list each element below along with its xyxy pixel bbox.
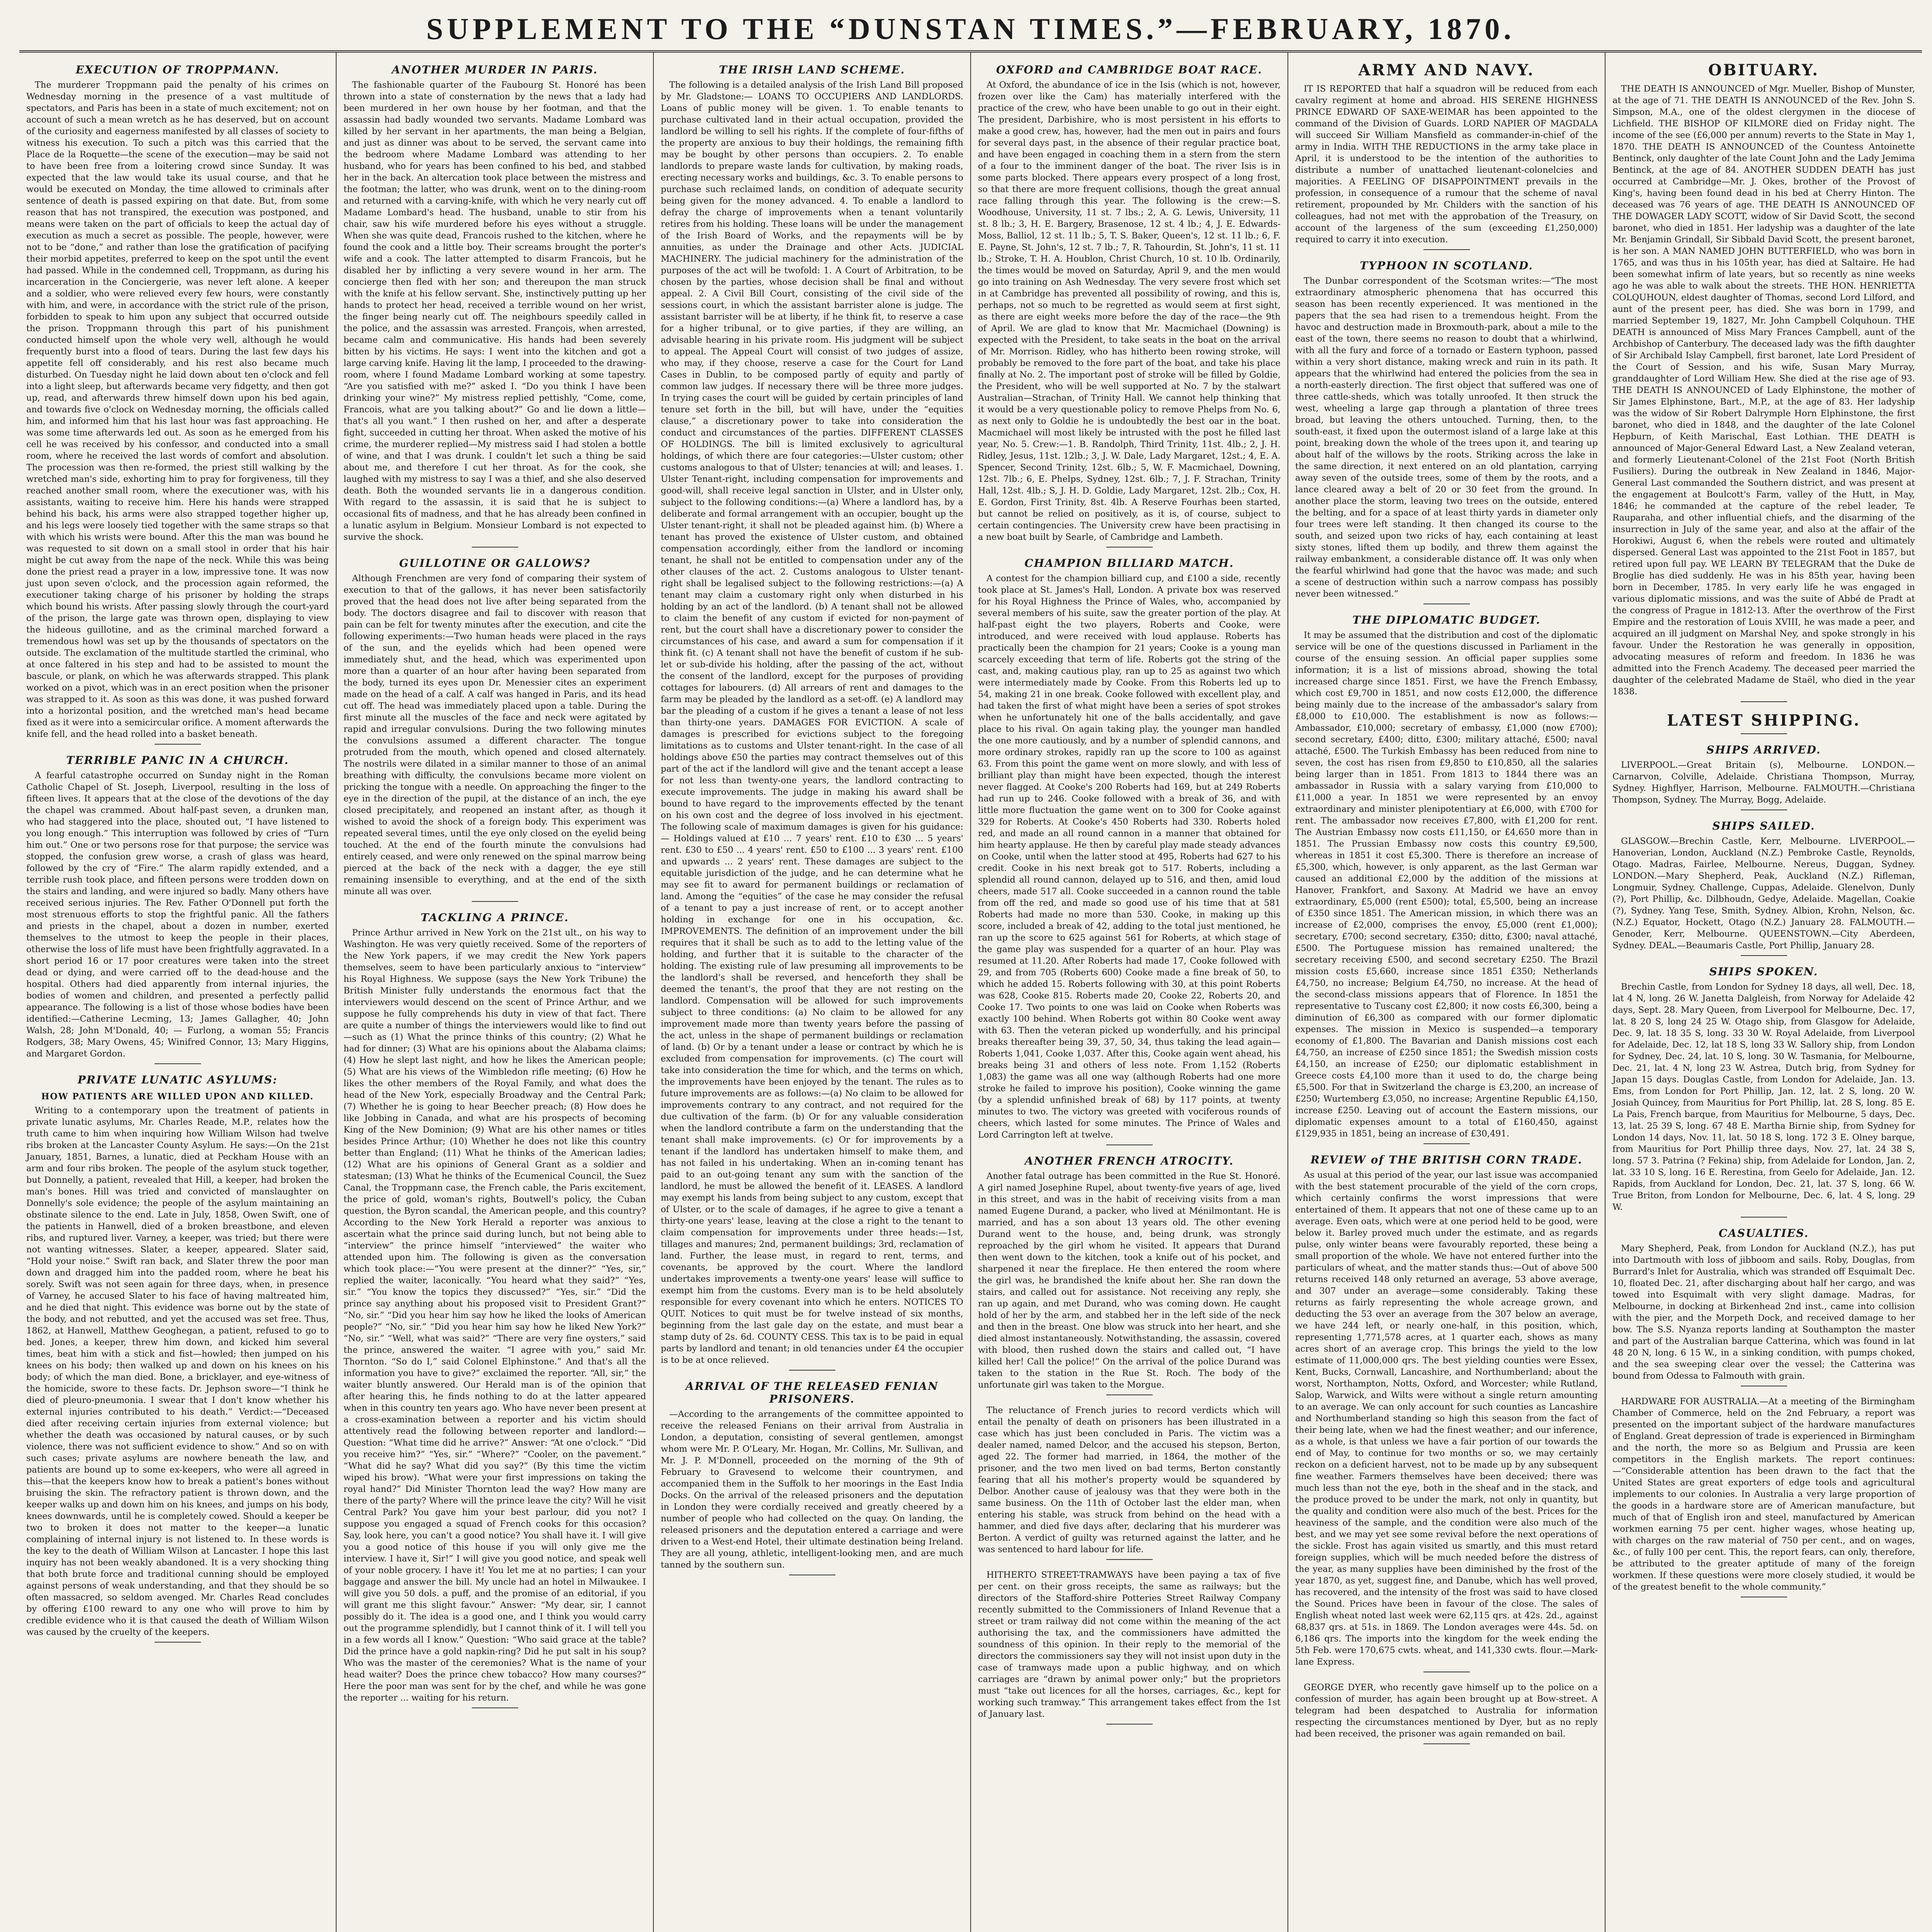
article [1295, 614, 1598, 1144]
article-divider [1423, 249, 1470, 250]
article-body: IT IS REPORTED that half a squadron will be reduced from each cavalry regiment at home and abroad. HIS SERENE HIGHNESS PRINCE EDWARD OF SAXE-WEIMAR has been appointed to the command of the Division of Guards. LORD NAPIER OF MAGDALA will succeed Sir William Mansfield as commander-in-chief of the army in India. WITH THE REDUCTIONS in the army take place in April, it is understood to be the intention of the authorities to distribute a number of unattached lieutenant-colonelcies and majorities. A FEELING OF DISAPPOINTMENT prevails in the profession, in consequence of a rumour that the scheme of naval retirement, propounded by Mr. Childers with the sanction of his colleagues, had not met with the approbation of the Treasury, on account of the largeness of the sum (exceeding £1,250,000) required to carry it into execution. [1295, 84, 1598, 245]
article-body: Brechin Castle, from London for Sydney 18 days, all well, Dec. 18, lat 4 N, long. 26 W. Janetta Dalgleish, from Norway for Adelaide 42 days, Sept. 28. Mary Queen, from Liverpool for Melbourne, Dec. 17, lat. 8 20 S, long 24 25 W. Otago ship, from Glasgow for Adelaide, Dec. 9, lat. 18 35 S, long. 33 30 W. Royal Adelaide, from Liverpool for Adelaide, Dec. 12, lat 18 S, long 33 W. Sallory ship, from London for Sydney, Dec. 24, lat. 10 S, long. 30 W. Tasmania, for Melbourne, Dec. 21, lat. 4 N, long 23 W. Astrea, Dutch brig, from Sydney for Japan 15 days. Douglas Castle, from London for Adelaide, Jan. 13. Ems, from London for Port Phillip, Jan. 12, lat. 2 S, long. 20 W. Josiah Quincey, from Mauritius for Port Phillip, lat. 28 S, long. 85 E. La Pais, French barque, from Mauritius for Melbourne, 5 days, Dec. 13, lat. 25 39 S, long. 67 48 E. Martha Birnie ship, from Sydney for London 14 days, Nov. 11, lat. 50 18 S, long. 172 3 E. Olney barque, from Mauritius for Port Phillip three days, Nov. 27, lat. 24 38 S, long. 57 3. Patrina (? Fekina) ship, from Adelaide for London, Jan. 2, lat. 33 10 S, long. 16 E. Rerestina, from Geelo for Adelaide, Jan. 12. Rapids, from Auckland for London, Dec. 21, lat. 37 S, long. 66 W. True Briton, from London for Melbourne, Dec. 6, lat. 4 S, long. 29 W. [1612, 982, 1915, 1212]
article [1295, 1153, 1598, 1672]
article-heading: SHIPS ARRIVED. [1706, 743, 1821, 756]
article-divider [1741, 733, 1787, 734]
article [1295, 1682, 1598, 1744]
article-body: A fearful catastrophe occurred on Sunday night in the Roman Catholic Chapel of St. Joseph, Liverpool, resulting in the loss of fifteen lives. It appears that at the close of the devotions of the day the chapel was crammed. About half-past seven, a drunken man, who had staggered into the place, shouted out, “I have listened to you long enough.” This interruption was followed by cries of “Turn him out.” One or two persons rose for that purpose; the service was stopped, the confusion grew worse, a crash of glass was heard, followed by the cry of “Fire.” The alarm rapidly extended, and a terrible rush took place, and fifteen persons were trodden down on the stairs and landing, and were injured so badly. Many others have received serious injuries. The Rev. Father O'Donnell put forth the most strenuous efforts to stop the frightful panic. All the fathers and priests in the chapel, about a dozen in number, exerted themselves to the utmost to keep the people in their places, otherwise the loss of life must have been frightfully aggravated. In a short period 16 or 17 poor creatures were taken into the street dead or dying, and were carried off to the dead-house and the hospital. Others had died apparently from internal injuries, the bodies of women and children, and presented a perfectly pallid appearance. The following is a list of those whose bodies have been identified:—Catherine Lecming, 13; James Gallagher, 40; John Walsh, 28; John M'Donald, 40; — Furlong, a woman 55; Francis Rodgers, 38; Mary Owens, 45; Winifred Connor, 13; Mary Higgins, and Margaret Gordon. [26, 770, 329, 1059]
article-body: As usual at this period of the year, our last issue was accompanied with the best statement procurable of the yield of the corn crops, which certainly confirms the worst impressions that were entertained of them. It appears that not one of these came up to an average. Even oats, which were at one period held to be good, were below it. Barley proved much under the estimate, and as regards pulse, only winter beans were favourably reported, these being a small proportion of the whole. We have not entered further into the particulars of wheat, and the matter stands thus:—Out of above 500 returns received 148 only returned an average, 53 above average, and 307 under an average—some considerably. Taking these returns as fairly representing the whole acreage grown, and deducting the 53 over an average from the 307 below an average, we have 244 left, or nearly one-half, in this position, which, representing 1,771,578 acres, at 1 quarter each, shows as many acres short of an average crop. This brings the yield to the low estimate of 11,000,000 qrs. The best yielding counties were Essex, Kent, Bucks, Cornwall, Lancashire, and Northumberland; about the worst, Northampton, Notts, Oxford, and Worcester; while Rutland, Salop, Warwick, and Wilts were without a single return amounting to an average. We can only account for such counties as Lancashire and Northumberland standing so high this season from the fact of their being late, when we had the finest weather; and our inference, as a whole, is that unless we have a fair portion of our towards the end of May, to continue for two months or so, we may certainly reckon on a deficient harvest, not to be made up by any subsequent fine weather. Farmers themselves have been deceived; there was much less than not the eye, both in the sheaf and in the stack, and the produce proved to be under the mark, not only in quantity, but the quality and condition were also much of the best. Prices for the heaviness of the sample, and the condition were also much of the best, and we may yet see some revival before the next operations of the sickle. Frost has again visited us smartly, and this must retard foreign supplies, which will be much needed before the distress of the year, as many supplies have been diminished by the frost of the year 1870, as yet, suggest fine, and Danube, which has well proved, has recovered, and the intensity of the frost was said to have closed the Sound. Prices have been in favour of the close. The sales of English wheat noted last week were 62,115 qrs. at 42s. 2d., against 68,837 qrs. at 51s. in 1869. The London averages were 44s. 5d. on 6,186 qrs. The imports into the kingdom for the week ending the 5th Feb. were 170,675 cwts. wheat, and 141,330 cwts. flour.—Mark-lane Express. [1295, 1170, 1598, 1667]
article-body: LIVERPOOL.—Great Britain (s), Melbourne. LONDON.—Carnarvon, Colville, Adelaide. Christiana Thompson, Murray, Sydney. Highflyer, Harrison, Melbourne. FALMOUTH.—Christiana Thompson, Sydney. The Murray, Bogg, Adelaide. [1612, 760, 1915, 805]
column-3 [654, 53, 971, 1932]
article-heading: CASUALTIES. [1718, 1227, 1809, 1240]
column-5 [1288, 53, 1605, 1932]
article [26, 754, 329, 1064]
article-heading: OBITUARY. [1708, 61, 1820, 79]
article-body: HARDWARE FOR AUSTRALIA.—At a meeting of the Birmingham Chamber of Commerce, held on the 2nd February, a report was presented on the important subject of the hardware manufactures of England. Great depression of trade is experienced in Birmingham and the north, the more so as Belgium and Prussia are keen competitors in the English markets. The report continues:—“Considerable attention has been drawn to the fact that the United States are great exporters of edge tools and agricultural implements to our colonies. In Australia a very large proportion of the goods in a hardware store are of American manufacture, but much of that of English iron and steel, manufactured by American workmen earning 75 per cent. higher wages, whose heating up, with charges on the raw material of 750 per cent., and on wages, &c., of fully 100 per cent. This, the report fears, can only, therefore, be attributed to the greater aptitude of many of the foreign workmen. If these questions were more closely studied, it would be of the greatest benefit to the whole community.” [1612, 1396, 1915, 1592]
article-heading: ARRIVAL OF THE RELEASED FENIAN PRISONERS. [685, 1380, 939, 1405]
article [978, 1569, 1281, 1725]
article-heading: OXFORD and CAMBRIDGE BOAT RACE. [996, 63, 1263, 76]
article-divider [155, 744, 201, 745]
article [978, 1405, 1281, 1560]
article-body: GEORGE DYER, who recently gave himself up to the police on a confession of murder, has again been brought up at Bow-street. A telegram had been despatched to Australia for information respecting the circumstances mentioned by Dyer, but as no reply had been received, the prisoner was again remanded on bail. [1295, 1682, 1598, 1739]
article-body: Prince Arthur arrived in New York on the 21st ult., on his way to Washington. He was very quietly received. Some of the reporters of the New York papers, if we may credit the New York papers themselves, seem to have been particularly anxious to “interview” his Royal Highness. We suppose (says the New York Tribune) the British Minister fully understands the enormous fact that the interviewers would descend on the scent of Prince Arthur, and we suppose he fully comprehends his duty in view of that fact. There are quite a number of things the interviewers would like to find out—such as (1) What the prince thinks of this country; (2) What he had for dinner; (3) What are his opinions about the Alabama claims; (4) How he slept last night, and how he likes the American people; (5) What are his views of the Wimbledon rifle meeting; (6) How he likes the other members of the Royal Family, and what does the head of the New York, especially Broadway and the Central Park; (7) Whether he is going to hear Beecher preach; (8) How does he like Jobbing in Canada, and what are his prospects of becoming King of the New Dominion; (9) What are his other names or titles besides Prince Arthur; (10) Whether he does not like this country better than England; (11) What he thinks of the American ladies; (12) What are his opinions of General Grant as a soldier and statesman; (13) What he thinks of the Ecumenical Council, the Suez Canal, the Troppmann case, the French cable, the Paris excitement, the price of gold, woman's rights, Boutwell's policy, the Cuban question, the Byron scandal, the American people, and this country? According to the New York Herald a reporter was anxious to ascertain what the prince said during lunch, but not being able to “interview” the prince himself “interviewed” the waiter who attended upon him. The following is given as the conversation which took place:—“You were present at the dinner?” “Yes, sir,” replied the waiter, laconically. “You heard what they said?” “Yes, sir.” “You know the topics they discussed?” “Yes, sir.” “Did the prince say anything about his proposed visit to President Grant?” “No, sir.” “Did you hear him say how he liked the looks of American people?” “No, sir.” “Did you hear him say how he liked New York?” “No, sir.” “Well, what was said?” “There are very fine oysters,” said the prince, answered the waiter. “I agree with you,” said Mr. Thornton. “So do I,” said Colonel Elphinstone.” And that's all the information you have to give?” exclaimed the reporter. “All, sir,” the waiter bluntly answered. Our Herald man is of the opinion that after hearing this, he finds nothing to do at the latter appeared when in this country ten years ago. Who have never been present at a cross-examination between a reporter and his victim should attentively read the following between reporter and landlord:—Question: “What time did he arrive?” Answer: “At one o'clock.” “Did you receive him?” “Yes, sir.” “Where?” “Cooler, on the pavement.” “What did he say? What did you say?” (By this time the victim wiped his brow). “What were your first impressions on taking the royal hand?” Did Minister Thornton lead the way? How many are there of the party? Where will the prince leave the city? Will he visit Central Park? You gave him your best parlour, did you not? I suppose you engaged a squad of French cooks for this occasion? Say, look here, you can't a good notice? You shall have it. I will give you a good notice of this house if you will only give me the interview. I have it, Sir!” I will give you good notice, and speak well of your noble grocery. I have it! You let me at no parties; I can your baggage and answer the bill. My uncle had an hotel in Milwaukee. I will give you 50 dols. a puff, and the promise of an editorial, if you will grant me this slight favour.” Answer: “My dear, sir, I cannot possibly do it. The idea is a good one, and I think you would carry out the programme splendidly, but I cannot think of it. I will tell you in a few words all I know.” Question: “Who said grace at the table? Did the prince have a gold napkin-ring? Did he put salt in his soup? Who was the master of the ceremonies? What is the name of your head waiter? Does the prince chew tobacco? How many courses?” Here the poor man was sent for by the chef, and while he was gone the reporter ... waiting for his return. [344, 928, 646, 1703]
article-divider [155, 1063, 201, 1064]
article-heading: THE DIPLOMATIC BUDGET. [1352, 614, 1541, 626]
article-heading: REVIEW of THE BRITISH CORN TRADE. [1310, 1153, 1583, 1166]
article-body: The reluctance of French juries to record verdicts which will entail the penalty of death on prisoners has been illustrated in a case which has just been concluded in Paris. The victim was a dealer named, named Delcor, and the accused his stepson, Berton, aged 22. The former had married, in 1864, the mother of the prisoner, and the two men lived on bad terms, Berton constantly fearing that all his mother's property would be squandered by Delbor. Another cause of jealousy was that they were both in the same business. On the 11th of October last the elder man, when entering his stable, was struck from behind on the head with a hammer, and died five days after, declaring that his murderer was Berton. A verdict of guilty was returned against the latter, and he was sentenced to hard labour for life. [978, 1405, 1281, 1554]
article-heading: PRIVATE LUNATIC ASYLUMS: [77, 1073, 278, 1086]
article-body: It may be assumed that the distribution and cost of the diplomatic service will be one of the questions discussed in Parliament in the course of the ensuing session. An official paper supplies some information; it is a list of missions abroad, showing the total increased charge since 1851. First, we have the French Embassy, which cost £9,700 in 1851, and now costs £12,000, the difference being mainly due to the increase of the ambassador's salary from £8,000 to £10,000. The establishment is now as follows:—Ambassador, £10,000; secretary of embassy, £1,000 (now £700); second secretary, £400; ditto, £300; military attaché, £500; naval attaché, £500. The Turkish Embassy has been reduced from nine to seven, the cost has risen from £9,850 to £10,850, all the salaries being larger than in 1851. From 1813 to 1844 there was an ambassador in Russia with a salary varying from £10,000 to £11,000 a year. In 1851 we were represented by an envoy extraordinary and minister plenipotentiary at £6,000, with £700 for rent. The ambassador now receives £7,800, with £1,200 for rent. The Austrian Embassy now costs £11,150, or £4,650 more than in 1851. The Prussian Embassy now costs this country £9,500, whereas in 1851 it cost £5,300. There is therefore an increase of £5,300, which, however, is only apparent, as the last German war caused an additional £2,000 by the addition of the missions at Hanover, Frankfort, and Saxony. At Madrid we have an envoy extraordinary, £5,000 (rent £500); total, £5,500, being an increase of £350 since 1851. The American mission, in which there was an increase of £2,000, comprises the envoy, £5,000 (rent £1,000); secretary, £700; second secretary, £350; ditto, £300; naval attaché, £500. The Portuguese mission has remained unaltered; the secretary receiving £500, and second secretary £250. The Brazil mission costs £5,660, increase since 1851 £350; Netherlands £4,750, no increase; Belgium £4,750, no increase. At the head of the second-class missions appears that of Florence. In 1851 the representative to Tuscany cost £2,800; it now costs £6,300, being a diminution of £6,300 as compared with our former diplomatic expenses. The mission in Mexico is suspended—a temporary economy of £1,800. The Bavarian and Danish missions cost each £4,750, an increase of £250 since 1851; the Swedish mission costs £4,150, an increase of £250; our diplomatic establishment in Greece costs £4,100 more than it used to do, the charge being £5,500. For that in Switzerland the charge is £3,200, an increase of £250; Wurtemberg £3,050, no increase; Argentine Republic £4,150, increase £250. Leaving out of account the Eastern missions, our diplomatic expenses amount to a total of £160,450, against £129,935 in 1851, being an increase of £30,491. [1295, 630, 1598, 1139]
article [26, 63, 329, 745]
article [26, 1073, 329, 1643]
article-divider [789, 1370, 835, 1371]
article [978, 557, 1281, 1145]
article-body: Another fatal outrage has been committed in the Rue St. Honoré. A girl named Josephine Rupel, about twenty-five years of age, lived in this street, and was in the habit of receiving visits from a man named Eugene Durand, a packer, who lived at Ménilmontant. He is married, and has a son about 13 years old. The other evening Durand went to the house, and, being drunk, was strongly reproached by the girl whom he visited. It appears that Durand then went down to the kitchen, took a knife out of his pocket, and sharpened it near the fireplace. He then entered the room where the girl was, he brandished the knife about her. She ran down the stairs, and called out for assistance. Not receiving any reply, she ran up again, and met Durand, who was coming down. He caught hold of her by the arm, and stabbed her in the left side of the neck and then in the breast. One blow was struck into her heart, and she died almost instantaneously. Notwithstanding, the assassin, covered with blood, then rushed down the stairs and called out, “I have killed her! Call the police!” On the arrival of the police Durand was taken to the station in the Rue St. Roch. The body of the unfortunate girl was taken to the Morgue. [978, 1171, 1281, 1390]
article-heading: SHIPS SAILED. [1712, 820, 1815, 832]
article-divider [1423, 1143, 1470, 1144]
article-divider [1741, 701, 1787, 702]
article [1612, 820, 1915, 956]
article [1612, 61, 1915, 702]
article-heading: TERRIBLE PANIC IN A CHURCH. [66, 754, 289, 767]
article [661, 63, 963, 1371]
column-6 [1605, 53, 1922, 1932]
article-body: HITHERTO STREET-TRAMWAYS have been paying a tax of five per cent. on their gross receipts, the same as railways; but the directors of the Stafford-shire Potteries Street Railway Company recently submitted to the Commissioners of Inland Revenue that a street or tram railway did not come within the meaning of the act authorising the tax, and the commissioners have admitted the soundness of this opinion. In their reply to the memorial of the directors the commissioners say they will not insist upon duty in the case of tramways made upon a public highway, and on which carriages are “drawn by animal power only;” but the proprietors must “take out licences for all the horses, carriages, &c., kept for working such tramway.” This arrangement takes effect from the 1st of January last. [978, 1570, 1281, 1719]
article-heading: ANOTHER FRENCH ATROCITY. [1025, 1155, 1234, 1167]
article-body: At Oxford, the abundance of ice in the Isis (which is not, however, frozen over like the Cam) has materially interfered with the practice of the crew, who have been unable to go out in their eight. The president, Darbishire, who is most persistent in his efforts to make a good crew, has, however, had the men out in pairs and fours for several days past, in the absence of their regular practice boat, and have been engaged in coaching them in a stern from the stern of a four to the imminent danger of the boat. The river Isis is in some parts blocked. There appears every prospect of a long frost, so that there are more frequent collisions, though the great annual race falling through this year. The following is the crew:—S. Woodhouse, University, 11 st. 7 lbs.; 2, A. G. Lewis, University, 11 st. 8 lb.; 3, H. E. Bargery, Brasenose, 12 st. 4 lb.; 4, J. E. Edwards-Moss, Balliol, 12 st. 11 lb.; 5, T. S. Baker, Queen's, 12 st. 11 lb.; 6, F. E. Payne, St. John's, 12 st. 7 lb.; 7, R. Tahourdin, St. John's, 11 st. 11 lb.; Stroke, T. H. A. Houblon, Christ Church, 10 st. 10 lb. Ordinarily, the times would be moved on Saturday, April 9, and the men would go into training on Ash Wednesday. The very severe frost which set in at Cambridge has prevented all possibility of rowing, and this is, perhaps, not so much to be regretted as would seem at first sight, as there are eight weeks more before the day of the race—the 9th of April. We are glad to know that Mr. Macmichael (Downing) is expected with the President, to take seats in the boat on the arrival of Mr. Morrison. Ridley, who has hitherto been rowing stroke, will probably be removed to the fore part of the boat, and take his place finally at No. 2. The important post of stroke will be filled by Goldie, the President, who will be well supported at No. 7 by the stalwart Australian—Strachan, of Trinity Hall. We cannot help thinking that it would be a very questionable policy to remove Phelps from No. 6, as next only to Goldie he is undoubtedly the best oar in the boat. Macmichael will most likely be intrusted with the post he filled last year, No. 5. Crew:—1. B. Randolph, Third Trinity, 11st. 4lb.; 2, J. H. Ridley, Jesus, 11st. 12lb.; 3, J. W. Dale, Lady Margaret, 12st.; 4, E. A. Spencer, Second Trinity, 12st. 6lb.; 5, W. F. Macmichael, Downing, 12st. 7lb.; 6, E. Phelps, Sydney, 12st. 6lb.; 7, J. F. Strachan, Trinity Hall, 12st. 4lb.; S, J. H. D. Goldie, Lady Margaret, 12st. 2lb.; Cox, H. E. Gordon, First Trinity, 8st. 4lb. A Reserve Fourhas been started, but cannot be relied on positively, as it is, of course, subject to certain contingencies. The University crew have been practising in a new boat built by Searle, of Cambridge and Lambeth. [978, 80, 1281, 542]
article-body: Although Frenchmen are very fond of comparing their system of execution to that of the gallows, it has never been satisfactorily proved that the head does not live after being separated from the body. The doctors disagree and fail to discover with reason that pain can be felt for twenty minutes after the execution, and cite the following experiments:—Two human heads were placed in the rays of the sun, and the eyelids which had been opened were immediately shut, and the head, which was experimented upon more than a quarter of an hour after having been separated from the body, turned its eyes upon Dr. Menessier cites an experiment made on the head of a calf. A calf was hanged in Paris, and its head cut off. The head was immediately placed upon a table. During the first minute all the muscles of the face and neck were agitated by rapid and irregular convulsions. During the two following minutes the convulsions assumed a different character. The tongue protruded from the mouth, which opened and closed alternately. The nostrils were dilated in a similar manner to those of an animal breathing with difficulty, the convulsions became more violent on pricking the tongue with a needle. On approaching the finger to the eye in the direction of the pupil, at the distance of an inch, the eye closed precipitately, and reopened an instant after, as though it wished to avoid the shock of a foreign body. This experiment was repeated several times, until the eye only closed on the eyelid being touched. At the end of the fourth minute the convulsions had entirely ceased, and were only renewed on the spinal marrow being pierced at the back of the neck with a dagger, the eye still remaining insensible to everything, and at the end of the sixth minute all was over. [344, 573, 646, 896]
article-divider [1423, 1743, 1470, 1744]
article-divider [1106, 547, 1153, 548]
article [978, 63, 1281, 548]
column-4 [971, 53, 1288, 1932]
article-body: A contest for the champion billiard cup, and £100 a side, recently took place at St. James's Hall, London. A private box was reserved for his Royal Highness the Prince of Wales, who, accompanied by several members of his suite, saw the greater portion of the play. At half-past eight the two players, Roberts and Cooke, were introduced, and were received with loud applause. Roberts has practically been the champion for 21 years; Cooke is a young man scarcely exceeding that term of life. Roberts got the string of the cast, and, making cautious play, ran up to 25 as against two which were intermediately made by Cooke. From this Roberts led up to 54, making 21 in one break. Cooke followed with excellent play, and had taken the first of what might have been a series of spot strokes when he unfortunately hit one of the balls accidentally, and gave place to his rival. On again taking play, the younger man handled the one more cautiously, and by a number of splendid cannons, and more ordinary strokes, rapidly ran up the score to 100 as against 63. From this point the game went on more slowly, and with less of brilliant play than might have been expected, though the interest never flagged. At Cooke's 200 Roberts had 169, but at 249 Roberts had run up to 246. Cooke followed with a break of 36, and with little more fluctuation the game went on to 300 for Cooke against 329 for Roberts. At Cooke's 450 Roberts had 330. Roberts holed red, and made an all round cannon in a manner that obtained for him hearty applause. He then by careful play made steady advances on Cooke, until when the latter stood at 495, Roberts had 627 to his credit. Cooke in his next break got to 517. Roberts, including a splendid all round cannon, delayed up to 516, and then, amid loud cheers, made 517 all. Cooke succeeded in a cannon round the table from off the red, and made so good use of his time that at 581 Roberts had made no more than 530. Cooke, in making up this score, included a break of 42, adding to the total just mentioned, he ran up the score to 625 against 561 for Roberts, at which stage of the game play was suspended for a quarter of an hour. Play was resumed at 11.20. After Roberts had made 17, Cooke followed with 29, and from 705 (Roberts 600) Cooke made a fine break of 50, to which he added 15. Roberts following with 30, at this point Roberts was 628, Cooke 815. Roberts made 20, Cooke 22, Roberts 20, and Cooke 17. Two points to one was laid on Cooke when Roberts was exactly 100 behind. When Roberts got within 80 Cooke went away with 63. Then the veteran picked up wonderfully, and his principal breaks thereafter being 39, 37, 50, 34, thus taking the lead again—Roberts 1,041, Cooke 1,037. After this, Cooke again went ahead, his breaks being 31 and others of less note. From 1,152 (Roberts 1,083) the game was all one way (although Roberts had one more stroke he failed to improve his position), Cooke winning the game (by a splendid unfinished break of 68) by 117 points, at twenty minutes to two. The victory was greeted with vociferous rounds of cheers, which lasted for some minutes. The Prince of Wales and Lord Carrington left at twelve. [978, 573, 1281, 1140]
article-divider [1106, 1559, 1153, 1560]
article-heading: LATEST SHIPPING. [1667, 711, 1861, 730]
article [344, 557, 646, 902]
article-body: The fashionable quarter of the Faubourg St. Honoré has been thrown into a state of consternation by the news that a lady had been murdered in her own house by her footman, and that the assassin had badly wounded two servants. Madame Lombard was killed by her servant in her apartments, the man being a Belgian, and just as dinner was about to be served, the servant came into the bedroom where Madame Lombard was attending to her husband, who for years has been confined to his bed, and stabbed her in the back. An altercation took place between the mistress and the footman; the latter, who was drunk, went on to the dining-room and returned with a carving-knife, with which he very nearly cut off Madame Lombard's head. The husband, unable to stir from his chair, saw his wife murdered before his eyes without a struggle. When she was quite dead, Francois rushed to the kitchen, where he found the cook and a little boy. Their screams brought the porter's wife and a cook. The latter attempted to disarm Francois, but he disabled her by inflicting a very severe wound in her arm. The concierge then fled with her son; and thereupon the man struck with the knife at his fellow servant. She, instinctively putting up her hands to protect her head, received a terrible wound on her wrist, the finger being nearly cut off. The neighbours speedily called in the police, and the assassin was arrested. François, when arrested, became calm and communicative. His hands had been severely bitten by his victims. He says: I went into the kitchen and got a large carving knife. Having lit the lamp, I proceeded to the drawing-room, where I found Madame Lombard working at some tapestry. “Are you satisfied with me?” asked I. “Do you think I have been drinking your wine?” My mistress replied pettishly, “Come, come, Francois, what are you talking about?” Go and lie down a little—that's all you want.” I then rushed on her, and after a desperate fight, succeeded in cutting her throat. When asked the motive of his crime, the murderer replied—My mistress said I had stolen a bottle of wine, and that I was drunk. I couldn't let such a thing be said about me, and therefore I cut her throat. As for the cook, she laughed with my mistress to say I was a thief, and she also deserved death. Both the wounded servants lie in a dangerous condition. With regard to the assassin, it is said that he is subject to occasional fits of madness, and that he has already been confined in a lunatic asylum in Belgium. Monsieur Lombard is not expected to survive the shock. [344, 80, 646, 542]
article-heading: TYPHOON IN SCOTLAND. [1360, 259, 1533, 272]
article-heading: ARMY AND NAVY. [1358, 61, 1535, 79]
article [1612, 743, 1915, 810]
article-body: The following is a detailed analysis of the Irish Land Bill proposed by Mr. Gladstone:— LOANS TO OCCUPIERS AND LANDLORDS. Loans of public money will be given. 1. To enable tenants to purchase cultivated land in their actual occupation, provided the landlord be willing to sell his rights. If the complete of four-fifths of the property are anxious to buy their holdings, the remaining fifth may be bought by other persons than occupiers. 2. To enable landlords to prepare waste lands for cultivation, by making roads, erecting necessary works and buildings, &c. 3. To enable persons to purchase such reclaimed lands, on condition of adequate security being given for the money advanced. 4. To enable a landlord to defray the charge of improvements when a tenant voluntarily retires from his holding. These loans will be under the management of the Irish Board of Works, and the repayments will be by annuities, as under the Drainage and other Acts. JUDICIAL MACHINERY. The judicial machinery for the administration of the purposes of the act will be twofold: 1. A Court of Arbitration, to be chosen by the parties, whose decision shall be final and without appeal. 2. A Civil Bill Court, consisting of the civil side of the sessions court, in which the assistant barrister alone is judge. The assistant barrister will be at liberty, if he think fit, to reserve a case for a higher tribunal, or to give parties, if they are willing, an advisable hearing in his private room. His judgment will be subject to appeal. The Appeal Court will consist of two judges of assize, who may, if they choose, reserve a case for the Court for Land Cases in Dublin, to be composed partly of equity and partly of common law judges. If necessary there will be three more judges. In trying cases the court will be guided by certain principles of land tenure set forth in the bill, but will have, under the “equities clause,” a discretionary power to take into consideration the conduct and circumstances of the parties. DIFFERENT CLASSES OF HOLDINGS. The bill is limited exclusively to agricultural holdings, of which there are four categories:—Ulster custom; other customs analogous to that of Ulster; tenancies at will; and leases. 1. Ulster Tenant-right, including compensation for improvements and good-will, shall receive legal sanction in Ulster, and in Ulster only, subject to the following conditions:—(a) Where a landlord has, by a deliberate and formal arrangement with an occupier, bought up the Ulster tenant-right, it shall not be pleaded against him. (b) Where a tenant has proved the existence of Ulster custom, and obtained compensation accordingly, either from the landlord or incoming tenant, he shall not be entitled to compensation under any of the other clauses of the act. 2. Customs analogous to Ulster tenant-right shall be legalised subject to the following restrictions:—(a) A tenant may claim a customary right only when disturbed in his holding by an act of the landlord. (b) A tenant shall not be allowed to claim the benefit of any custom if evicted for non-payment of rent, but the court shall have a discretionary power to consider the circumstances of his case, and award a sum for compensation if it think fit. (c) A tenant shall not have the benefit of custom if he sub-let or sub-divide his holding, after the passing of the act, without the consent of the landlord, except for the purposes of providing cottages for labourers. (d) All arrears of rent and damages to the farm may be pleaded by the landlord as a set-off. (e) A landlord may bar the pleading of a custom if he gives a tenant a lease of not less than thirty-one years. DAMAGES FOR EVICTION. A scale of damages is prescribed for evictions subject to the foregoing limitations as to customs and Ulster tenant-right. In the case of all holdings above £50 the parties may contract themselves out of this part of the act if the landlord will give and the tenant accept a lease for not less than twenty-one years, the landlord contracting to execute improvements. The judge in making his award shall be bound to have regard to the improvements effected by the tenant on his own cost and the degree of loss involved in his ejectment. The following scale of maximum damages is given for his guidance:— Holdings valued at £10 ... 7 years' rent. £10 to £30 ... 5 years' rent. £30 to £50 ... 4 years' rent. £50 to £100 ... 3 years' rent. £100 and upwards ... 2 years' rent. These damages are subject to the equitable jurisdiction of the judge, and he can determine what he may see fit to award for permanent buildings or reclamation of land. Among the “equities” of the case he may consider the refusal of a tenant to pay a just increase of rent, or to accept another holding in exchange for one in his occupation, &c. IMPROVEMENTS. The definition of an improvement under the bill requires that it shall be such as to add to the letting value of the holding, and further that it is suitable to the character of the holding. The existing rule of law presuming all improvements to be the landlord's shall be reversed, and henceforth they shall be deemed the tenant's, the proof that they are not resting on the landlord. Compensation will be allowed for such improvements subject to three conditions: (a) No claim to be allowed for any improvement made more than twenty years before the passing of the act, unless in the shape of permanent buildings or reclamation of land. (b) Or by a tenant under a lease or contract by which he is excluded from compensation for improvements. (c) The court will take into consideration the time for which, and the terms on which, the improvements have been enjoyed by the tenant. The rules as to future improvements are as follows:—(a) No claim to be allowed for improvements contrary to any contract, and not required for the due cultivation of the farm. (b) Or for any valuable consideration when the landlord contribute a farm on the understanding that the tenant shall make improvements. (c) Or for improvements by a tenant if the landlord has undertaken himself to make them, and has not failed in his undertaking. When an in-coming tenant has paid to an out-going tenant any sum with the sanction of the landlord, he must be allowed the benefit of it. LEASES. A landlord may exempt his lands from being subject to any custom, except that of Ulster, or to the scale of damages, if he agree to give a tenant a thirty-one years' lease, leaving at the close a right to the tenant to claim compensation for improvements under three heads:—1st, tillages and manures; 2nd, permanent buildings; 3rd, reclamation of land. Further, the lease must, in regard to rent, terms, and covenants, be approved by the court. Where the landlord undertakes improvements a twenty-one years' lease will suffice to exempt him from the customs. Every man is to be held absolutely responsible for every covenant into which he enters. NOTICES TO QUIT. Notices to quit must be for twelve instead of six months, beginning from the last gale day on the estate, and must bear a stamp duty of 2s. 6d. COUNTY CESS. This tax is to be paid in equal parts by landlord and tenant; in old tenancies under £4 the occupier is to be at once relieved. [661, 80, 963, 1365]
article [1295, 259, 1598, 604]
article-heading: GUILLOTINE OR GALLOWS? [399, 557, 590, 570]
article-heading: THE IRISH LAND SCHEME. [719, 63, 905, 76]
article [1612, 1396, 1915, 1597]
article [344, 63, 646, 548]
article-divider [472, 547, 518, 548]
article [978, 1155, 1281, 1395]
article-body: Writing to a contemporary upon the treatment of patients in private lunatic asylums, Mr. Charles Reade, M.P., relates how the truth came to him when inquiring how William Wilson had twelve ribs broken at the Lancaster County Asylum. He says:—On the 21st January, 1851, Barnes, a lunatic, died at Peckham House with an arm and four ribs broken. The people of the asylum stuck together, but Donnelly, a patient, revealed that Hill, a keeper, had broken the man's bones. Hill was tried and convicted of manslaughter on Donnelly's sole evidence; the people of the asylum maintaining an obstinate silence to the end. Late in July, 1858, Owen Swift, one of the patients in Hanwell, died of a broken breastbone, and eleven ribs, and ruptured liver. Varney, a keeper, was tried; but there were not wanting witnesses. Slater, a keeper, appeared. Slater said, “Hold your noise.” Swift ran back, and Slater threw the poor man down and dragged him into the padded room, where he beat his sorely. Swift was not seen again for three days, when, in presence of Varney, he accused Slater to his face of having maltreated him, and he died that night. This evidence was borne out by the state of the body, and not rebutted, and yet the accused was set free. Thus, 1862, at Hanwell, Matthew Geoghegan, a patient, refused to go to bed. Jones, a keeper, threw him down, and kicked him several times, beat him with a stick and fist—howled; then jumped on his knees on his body; then walked up and down on his knees on his body; of which the man died. Bone, a bricklayer, and eye-witness of the homicide, swore to these facts. Dr. Jephson swore—“I think he died of pleuro-pneumonia. I swear that I don't know whether his external injuries contributed to his death.” Verdict:—“Deceased died after receiving certain injuries from external violence; but whether the death was occasioned by natural causes, or by such violence, there was not sufficient evidence to show.” And so on with such cases; private asylums are nowhere beneath the law, and patients are bound up to some ex-keepers, who were all agreed in this—that the keepers know how to break a patient's bones without bruising the skin. The refractory patient is thrown down, and the keeper walks up and down him on his knees, and jumps on his body, knees downwards, until he is completely cowed. Should a keeper be two to broken it does not matter to the keeper—a lunatic complaining of internal injury is not listened to. In these words is the key to the death of William Wilson at Lancaster. I hope this last inquiry has not been weakly abandoned. It is a very shocking thing that both brute force and traditional cunning should be employed against persons of weak understanding, and that they should be so often massacred, so seldom avenged. Mr. Charles Read concludes by offering £100 reward to any one who will prove to him by credible evidence who it is that caused the death of William Wilson was caused by the cruelty of the keepers. [26, 1105, 329, 1637]
article [344, 911, 646, 1708]
article [661, 1380, 963, 1575]
article-heading: CHAMPION BILLIARD MATCH. [1024, 557, 1234, 570]
article-heading: SHIPS SPOKEN. [1709, 965, 1818, 978]
article [1295, 61, 1598, 250]
article-heading: TACKLING A PRINCE. [420, 911, 569, 924]
article-divider [155, 1642, 201, 1643]
masthead [19, 8, 1922, 53]
article-divider [1106, 1724, 1153, 1725]
article-body: GLASGOW.—Brechin Castle, Kerr, Melbourne. LIVERPOOL.—Hanoverian, London, Auckland (N.Z.) Pembroke Castle, Reynolds, Otago. Madras, Fairlee, Melbourne. Nereus, Duggan, Sydney. LONDON.—Mary Shepherd, Peak, Auckland (N.Z.) Rifleman, Longmuir, Sydney. Challenge, Cuppas, Adelaide. Glenelvon, Dunly (?), Port Phillip, &c. Dilbhoudn, Gedye, Adelaide. Magellan, Coakie (?), Sydney. Yang Tese, Smith, Sydney. Albion, Krohn, Nelson, &c. (N.Z.) Equator, Hockett, Otago (N.Z.) January 28. FALMOUTH.—Genoder, Kerr, Melbourne. QUEENSTOWN.—City Aberdeen, Sydney. DEAL.—Beaumaris Castle, Port Phillip, January 28. [1612, 836, 1915, 951]
article-body: The Dunbar correspondent of the Scotsman writes:—“The most extraordinary atmospheric phenomena that has occurred this season has been recently experienced. It was mentioned in the papers that the sea had risen to a tremendous height. From the havoc and destruction made in Broxmouth-park, about a mile to the east of the town, there seems no reason to doubt that a whirlwind, with all the fury and force of a tornado or Eastern typhoon, passed within a very short distance, making wreck and ruin in its path. It appears that the whirlwind had entered the policies from the sea in a north-easterly direction. The first object that suffered was one of three cattle-sheds, which was totally unroofed. It then struck the west, wheeling a large gap through a plantation of three trees broad, but leaving the others untouched. Turning, then, to the south-east, it fixed upon the outermost island of a large lake at this point, breaking down the whole of the trees upon it, and tearing up about half of the willows by the roots. Striking across the lake in the same direction, it next entered on an old plantation, carrying away seven of the outside trees, some of them by the roots, and a lance cleared away a belt of 20 or 30 feet from the ground. In another place the storm, leaving two trees on the outside, entered the belting, and for a space of at least thirty yards in diameter only four trees were left standing. It then changed its course to the south, and seized upon two ricks of hay, each containing at least sixty stones, lifted them up bodily, and threw them against the railway embankment, a considerable distance off. It was only when the fearful whirlwind had gone that the havoc was made; and such a scene of destruction within such a narrow compass has possibly never been witnessed.” [1295, 276, 1598, 599]
masthead-title: SUPPLEMENT TO THE “DUNSTAN TIMES.”—FEBRUARY, 1870. [426, 12, 1515, 46]
article-divider [1741, 1217, 1787, 1218]
article-body: Mary Shepherd, Peak, from London for Auckland (N.Z.), has put into Dartmouth with loss of jibboom and sails. Roby, Douglas, from Burrard's Inlet for Australia, which was stranded off Esquimalt Dec. 10, floated Dec. 21, after discharging about half her cargo, and was towed into Esquimalt with very slight damage. Madras, for Melbourne, in docking at Birkenhead 2nd inst., came into collision with the pier, and the Morpeth Dock, and received damage to her bow. The S.S. Nyanza reports landing at Southampton the master and part of the Australian barque Catterina, which was found in lat 48 20 N, long. 6 15 W., in a sinking condition, with pumps choked, and the sea sweeping clear over the vessel; the Catterina was bound from Odessa to Falmouth with grain. [1612, 1243, 1915, 1381]
article-subheading: HOW PATIENTS ARE WILLED UPON AND KILLED. [41, 1092, 314, 1102]
article-divider [1741, 955, 1787, 956]
article [1612, 1227, 1915, 1386]
columns [19, 53, 1922, 1932]
article-body: THE DEATH IS ANNOUNCED of Mgr. Mueller, Bishop of Munster, at the age of 71. THE DEATH IS ANNOUNCED of the Rev. John S. Simpson, M.A., one of the oldest clergymen in the diocese of Lichfield. THE BISHOP OF KILMORE died on Friday night. The income of the see (£6,000 per annum) reverts to the State in May 1, 1870. THE DEATH IS ANNOUNCED of the Countess Antoinette Bentinck, only daughter of the late Count John and the Lady Jemima Bentinck, at the age of 84. ANOTHER SUDDEN DEATH has just occurred at Cambridge—Mr. J. Okes, brother of the Provost of King's, having been found dead in his bed at Cherry Hinton. The deceased was 76 years of age. THE DEATH IS ANNOUNCED OF THE DOWAGER LADY SCOTT, widow of Sir David Scott, the second baronet, who died in 1851. Her ladyship was a daughter of the late Mr. Benjamin Grindall, Sir Sibbald David Scott, the present baronet, is her son. A MAN NAMED JOHN BUTTERFIELD, who was born in 1765, and was thus in his 105th year, has died at Saltaire. He had been somewhat infirm of late years, but so recently as nine weeks ago he was able to walk about the streets. THE HON. HENRIETTA COLQUHOUN, eldest daughter of Thomas, second Lord Lilford, and aunt of the present peer, has died. She was born in 1799, and married September 19, 1827, Mr. John Campbell Colquhoun. THE DEATH is announced of Miss Mary Frances Campbell, aunt of the Archbishop of Canterbury. The deceased lady was the fifth daughter of Sir Archibald Islay Campbell, first baronet, late Lord President of the Court of Session, and his wife, Susan Mary Murray, granddaughter of Lord William Hew. She died at the rise age of 93. THE DEATH IS ANNOUNCED of Lady Elphinstone, the mother of Sir James Elphinstone, Bart., M.P., at the age of 83. Her ladyship was the widow of Sir Robert Dalrymple Horn Elphinstone, the first baronet, who died in 1848, and the daughter of the late Colonel Hepburn, of Keith Marischal, East Lothian. THE DEATH is announced of Major-General Edward Last, a New Zealand veteran, and formerly Lieutenant-Colonel of the 21st Foot (North British Fusiliers). During the outbreak in New Zealand in 1846, Major-General Last commanded the Southern district, and was present at the engagement at Boulcott's Farm, valley of the Hutt, in May, 1846; he commanded at the capture of the rebel leader, Te Rauparaha, and other influential chiefs, and the disarming of the insurrection in July of the same year, and also at the affair of the Horokiwi, August 6, when the rebels were routed and ultimately dispersed. General Last was appointed to the 21st Foot in 1857, but retired upon full pay. WE LEARN BY TELEGRAM that the Duke de Broglie has died suddenly. He was in his 85th year, having been born in December, 1785. In very early life he was engaged in various diplomatic missions, and was the suite of Abbé de Pradt at the congress of Prague in 1812-13. After the overthrow of the First Empire and the restoration of Louis XVIII, he was made a peer, and acquired an ill judgment on Marshal Ney, and spoke strongly in his favour. Under the Restoration he was generally in opposition, advocating measures of reform and freedom. In 1836 he was admitted into the French Academy. The deceased peer married the daughter of the celebrated Madame de Staël, who died in the year 1838. [1612, 84, 1915, 697]
article-heading: ANOTHER MURDER IN PARIS. [391, 63, 598, 76]
article-heading: EXECUTION OF TROPPMANN. [75, 63, 280, 76]
article-body: —According to the arrangements of the committee appointed to receive the released Fenians on their arrival from Australia in London, a deputation, consisting of several gentlemen, amongst whom were Mr. P. O'Leary, Mr. Hogan, Mr. Collins, Mr. Sullivan, and Mr. J. P. M'Donnell, proceeded on the morning of the 9th of February to Gravesend to welcome their countrymen, and accompanied them in the Suffolk to her moorings in the East India Docks. On the arrival of the released prisoners and the deputation in London they were cordially received and greatly cheered by a number of people who had collected on the quay. On landing, the released prisoners and the deputation entered a carriage and were driven to a West-end Hotel, their ultimate destination being Ireland. They are all young, athletic, intelligent-looking men, and are much tanned by the southern sun. [661, 1409, 963, 1570]
article-body: The murderer Troppmann paid the penalty of his crimes on Wednesday morning in the presence of a vast multitude of spectators, and Paris has been in a state of much excitement; not on account of such a mean wretch as he has deserved, but on account of the curiosity and eagerness manifested by all classes of society to witness his execution. To such a pitch was this carried that the Place de la Roquette—the scene of the execution—may be said not to have been free from a loitering crowd since Sunday. It was expected that the law would take its usual course, and that he would be executed on Monday, the time allowed to criminals after sentence of death is passed expiring on that date. But, from some reason that has not transpired, the execution was postponed, and means were taken on the part of officials to keep the actual day of execution as much a secret as possible. The people, however, were not to be “done,” and rather than lose the gratification of pacifying their morbid appetites, preferred to keep on the spot until the event had passed. While in the condemned cell, Troppmann, as during his incarceration in the Conciergerie, was never left alone. A keeper and a soldier, who were relieved every few hours, were constantly with him, and were, in accordance with the strict rule of the prison, forbidden to speak to him upon any subject that occurred outside the prison. Troppmann through this part of his punishment conducted himself upon the whole very well, although he would frequently burst into a flood of tears. During the last few days his appetite fell off considerably, and his rest also became much disturbed. On Tuesday night he laid down about ten o'clock and fell into a light sleep, but afterwards became very fidgetty, and then got up, read, and afterwards threw himself down upon his bed again, and towards five o'clock on Wednesday morning, the officials called him, and informed him that his last hour was fast approaching. He was some time afterwards led out. As soon as he emerged from his cell he was received by his confessor, and conducted into a small room, where he received the last words of comfort and absolution. The procession was then re-formed, the priest still walking by the wretched man's side, exhorting him to pray for forgiveness, till they reached another small room, where the executioner was, with his assistants, waiting to receive him. Here his hands were strapped behind his back, his arms were also strapped together higher up, and his legs were loosely tied together with the same straps so that with which his wrists were bound. After this the man was bound he was requested to sit down on a small stool in order that his hair might be cut away from the nape of the neck. While this was being done the priest read a prayer in a low, impressive tone. It was now just upon seven o'clock, and the procession again reformed, the executioner taking charge of his prisoner by holding the straps which bound his wrists. After passing slowly through the court-yard of the prison, the large gate was thrown open, displaying to view the hideous guillotine, and as the criminal marched forward a tremendous howl was set up by the thousands of spectators on the outside. The exclamation of the multitude startled the criminal, who at once faltered in his step and had to be assisted to mount the bascule, or plank, on which he was afterwards strapped. This plank worked on a pivot, which was in an erect position when the prisoner was strapped to it. As soon as this was done, it was pushed forward into a horizontal position, and the wretched man's head became fixed as it were into a semicircular orifice. A moment afterwards the knife fell, and the head rolled into a basket beneath. [26, 80, 329, 739]
article [1612, 965, 1915, 1218]
column-1 [19, 53, 337, 1932]
article [1612, 711, 1915, 734]
article-divider [472, 901, 518, 902]
column-2 [337, 53, 654, 1932]
